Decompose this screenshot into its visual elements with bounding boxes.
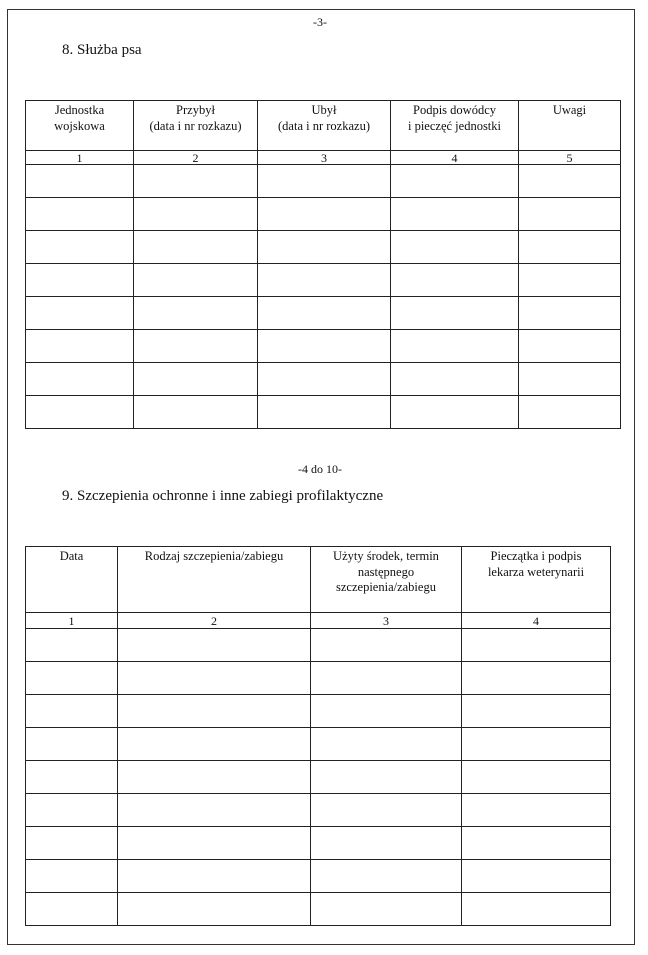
empty-cell[interactable] (519, 165, 621, 198)
table-row (26, 629, 611, 662)
empty-cell[interactable] (258, 264, 391, 297)
column-number: 2 (118, 613, 311, 629)
empty-cell[interactable] (118, 761, 311, 794)
table-row (26, 198, 621, 231)
empty-cell[interactable] (311, 827, 462, 860)
empty-cell[interactable] (519, 264, 621, 297)
empty-cell[interactable] (258, 231, 391, 264)
empty-cell[interactable] (26, 231, 134, 264)
empty-cell[interactable] (311, 860, 462, 893)
empty-cell[interactable] (462, 761, 611, 794)
table-row (26, 396, 621, 429)
empty-cell[interactable] (134, 165, 258, 198)
table-row (26, 264, 621, 297)
column-number: 4 (462, 613, 611, 629)
vaccination-table (25, 546, 611, 926)
empty-cell[interactable] (118, 728, 311, 761)
empty-cell[interactable] (311, 662, 462, 695)
page-number-top: -3- (313, 15, 327, 29)
empty-cell[interactable] (462, 827, 611, 860)
header-remarks: Uwagi (519, 101, 621, 151)
empty-cell[interactable] (118, 629, 311, 662)
vaccination-table-body (26, 629, 611, 926)
empty-cell[interactable] (26, 728, 118, 761)
empty-cell[interactable] (26, 893, 118, 926)
empty-cell[interactable] (462, 893, 611, 926)
page-number-middle: -4 do 10- (298, 462, 342, 476)
header-agent-used: Użyty środek, termin następnego szczepienia/zabiegu (311, 547, 462, 613)
empty-cell[interactable] (118, 860, 311, 893)
empty-cell[interactable] (26, 827, 118, 860)
empty-cell[interactable] (462, 629, 611, 662)
empty-cell[interactable] (134, 363, 258, 396)
empty-cell[interactable] (462, 794, 611, 827)
empty-cell[interactable] (519, 198, 621, 231)
table-row (26, 165, 621, 198)
column-number: 1 (26, 613, 118, 629)
empty-cell[interactable] (134, 231, 258, 264)
empty-cell[interactable] (118, 893, 311, 926)
column-number: 4 (391, 151, 519, 165)
header-date: Data (26, 547, 118, 613)
empty-cell[interactable] (26, 695, 118, 728)
table-row (26, 662, 611, 695)
empty-cell[interactable] (311, 893, 462, 926)
column-number: 1 (26, 151, 134, 165)
empty-cell[interactable] (134, 264, 258, 297)
empty-cell[interactable] (391, 165, 519, 198)
empty-cell[interactable] (26, 330, 134, 363)
empty-cell[interactable] (258, 396, 391, 429)
service-table (25, 100, 621, 429)
empty-cell[interactable] (258, 330, 391, 363)
empty-cell[interactable] (391, 264, 519, 297)
empty-cell[interactable] (26, 165, 134, 198)
service-table-body (26, 165, 621, 429)
empty-cell[interactable] (391, 363, 519, 396)
empty-cell[interactable] (26, 264, 134, 297)
table-row (26, 330, 621, 363)
empty-cell[interactable] (118, 794, 311, 827)
empty-cell[interactable] (519, 330, 621, 363)
empty-cell[interactable] (118, 662, 311, 695)
empty-cell[interactable] (391, 330, 519, 363)
empty-cell[interactable] (462, 860, 611, 893)
empty-cell[interactable] (311, 629, 462, 662)
header-procedure-type: Rodzaj szczepienia/zabiegu (118, 547, 311, 613)
table-row (26, 695, 611, 728)
empty-cell[interactable] (311, 728, 462, 761)
empty-cell[interactable] (258, 363, 391, 396)
empty-cell[interactable] (519, 363, 621, 396)
empty-cell[interactable] (26, 198, 134, 231)
section-9-title: 9. Szczepienia ochronne i inne zabiegi profilaktyczne (62, 488, 384, 504)
empty-cell[interactable] (258, 297, 391, 330)
empty-cell[interactable] (258, 198, 391, 231)
empty-cell[interactable] (26, 662, 118, 695)
empty-cell[interactable] (118, 827, 311, 860)
empty-cell[interactable] (26, 363, 134, 396)
table-row (26, 231, 621, 264)
table-row (26, 297, 621, 330)
header-vet-stamp-signature: Pieczątka i podpis lekarza weterynarii (462, 547, 611, 613)
empty-cell[interactable] (26, 860, 118, 893)
empty-cell[interactable] (391, 297, 519, 330)
header-commander-signature: Podpis dowódcy i pieczęć jednostki (391, 101, 519, 151)
empty-cell[interactable] (391, 396, 519, 429)
empty-cell[interactable] (311, 794, 462, 827)
empty-cell[interactable] (462, 695, 611, 728)
table-row (26, 827, 611, 860)
section-8-title: 8. Służba psa (62, 42, 142, 58)
empty-cell[interactable] (26, 629, 118, 662)
column-number: 3 (258, 151, 391, 165)
empty-cell[interactable] (519, 297, 621, 330)
empty-cell[interactable] (391, 198, 519, 231)
empty-cell[interactable] (258, 165, 391, 198)
empty-cell[interactable] (26, 297, 134, 330)
empty-cell[interactable] (519, 396, 621, 429)
empty-cell[interactable] (134, 198, 258, 231)
header-arrived: Przybył (data i nr rozkazu) (134, 101, 258, 151)
empty-cell[interactable] (26, 761, 118, 794)
table-row (26, 761, 611, 794)
column-number: 5 (519, 151, 621, 165)
empty-cell[interactable] (134, 396, 258, 429)
column-number: 2 (134, 151, 258, 165)
table-row (26, 794, 611, 827)
column-number: 3 (311, 613, 462, 629)
empty-cell[interactable] (462, 662, 611, 695)
empty-cell[interactable] (391, 231, 519, 264)
table-row (26, 363, 621, 396)
empty-cell[interactable] (462, 728, 611, 761)
header-departed: Ubył (data i nr rozkazu) (258, 101, 391, 151)
header-military-unit: Jednostka wojskowa (26, 101, 134, 151)
empty-cell[interactable] (134, 297, 258, 330)
table-row (26, 893, 611, 926)
empty-cell[interactable] (311, 761, 462, 794)
empty-cell[interactable] (519, 231, 621, 264)
table-row (26, 728, 611, 761)
empty-cell[interactable] (26, 794, 118, 827)
empty-cell[interactable] (118, 695, 311, 728)
empty-cell[interactable] (26, 396, 134, 429)
table-row (26, 860, 611, 893)
empty-cell[interactable] (311, 695, 462, 728)
empty-cell[interactable] (134, 330, 258, 363)
